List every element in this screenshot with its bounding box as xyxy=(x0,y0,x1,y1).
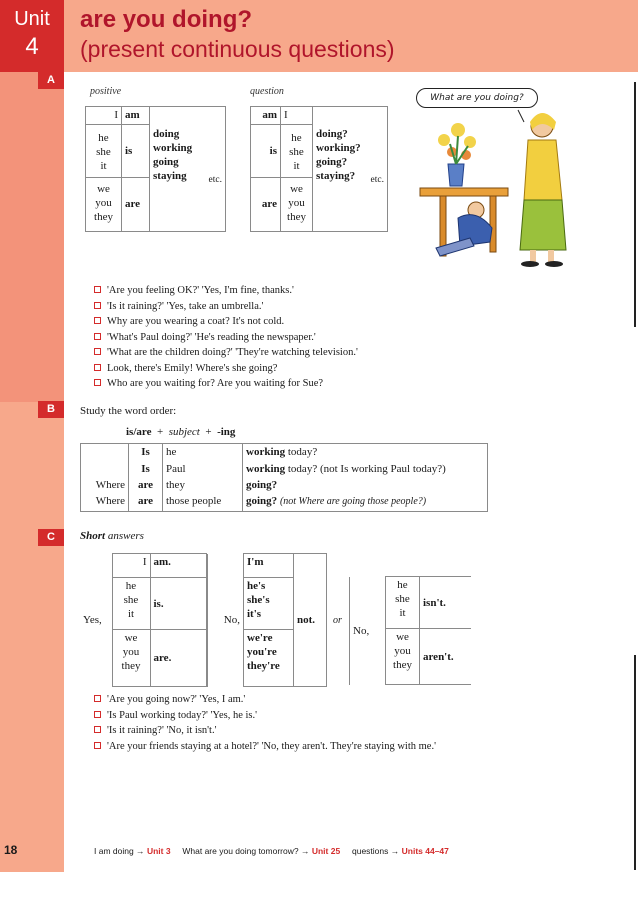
contraction-cell: he's she's it's xyxy=(244,578,294,630)
example-text: 'Are your friends staying at a hotel?' 'No, they aren't. They're staying with me.' xyxy=(107,740,436,752)
ing-forms: doing? working? going? staying? xyxy=(316,128,361,182)
checkbox-icon xyxy=(94,364,101,371)
positive-table xyxy=(85,106,226,232)
pronoun-cell: he she it xyxy=(112,578,150,630)
ing-cell xyxy=(243,461,488,477)
example-text: Who are you waiting for? Are you waiting for Sue? xyxy=(107,378,324,389)
unit-link[interactable]: Unit 25 xyxy=(311,846,341,856)
page-number: 18 xyxy=(4,843,18,857)
section-b-tab: B xyxy=(38,401,64,418)
ing-form: going? xyxy=(246,478,278,491)
example-text: 'Is it raining?' 'Yes, take an umbrella.' xyxy=(107,300,264,312)
ing-cell xyxy=(150,107,226,232)
formula-part: subject xyxy=(168,426,200,438)
verb-cell: are xyxy=(251,177,281,231)
verb-cell: is. xyxy=(150,578,207,630)
word-order-table xyxy=(80,443,488,512)
pronoun-cell: I xyxy=(112,554,150,578)
verb-cell: Is xyxy=(129,444,163,461)
heading-part: Short xyxy=(80,530,106,542)
no-label: No, xyxy=(208,554,244,687)
checkbox-icon xyxy=(94,726,101,733)
illustration xyxy=(410,100,580,270)
checkbox-icon xyxy=(94,711,101,718)
yes-label: Yes, xyxy=(80,554,112,687)
unit-badge xyxy=(0,0,64,72)
pronoun-cell: he she it xyxy=(386,577,420,629)
formula-part: + xyxy=(156,426,164,438)
pronoun-cell: I xyxy=(86,107,122,125)
checkbox-icon xyxy=(94,333,101,340)
contraction-cell: I'm xyxy=(244,554,294,578)
list-item xyxy=(94,314,358,330)
verb-cell: are xyxy=(129,493,163,511)
formula-part: + xyxy=(205,426,212,438)
short-answers-no-table xyxy=(207,553,327,687)
checkbox-icon xyxy=(94,348,101,355)
example-text: 'Is Paul working today?' 'Yes, he is.' xyxy=(107,709,257,721)
verb-cell: am. xyxy=(150,554,207,578)
checkbox-icon xyxy=(94,742,101,749)
ing-cell xyxy=(313,107,388,232)
wh-cell xyxy=(81,444,129,461)
pronoun-cell: we you they xyxy=(386,629,420,685)
contraction-cell: we're you're they're xyxy=(244,630,294,687)
etc-text: etc. xyxy=(370,175,384,185)
ing-cell xyxy=(243,477,488,493)
no-label: No, xyxy=(350,577,386,685)
ing-form: working xyxy=(246,462,286,475)
pronoun-cell: he she it xyxy=(86,125,122,177)
example-text: Why are you wearing a coat? It's not cold. xyxy=(107,316,285,327)
word-order-formula xyxy=(126,425,235,440)
right-margin-rule xyxy=(634,82,636,327)
pronoun-cell: I xyxy=(281,107,313,125)
verb-cell: are xyxy=(129,477,163,493)
footer-text: What are you doing tomorrow? → xyxy=(182,846,310,856)
or-text: or xyxy=(333,615,342,626)
ing-cell xyxy=(243,444,488,461)
unit-label: Unit xyxy=(14,8,50,30)
etc-text: etc. xyxy=(208,175,222,185)
unit-link[interactable]: Units 44–47 xyxy=(401,846,449,856)
section-c-examples xyxy=(94,692,436,754)
list-item xyxy=(94,723,436,739)
rest-text: (not Where are going those people?) xyxy=(279,496,427,508)
example-text: 'Is it raining?' 'No, it isn't.' xyxy=(107,725,217,736)
section-a-examples xyxy=(94,283,358,392)
page-subtitle: (present continuous questions) xyxy=(80,36,395,62)
footer-text: questions → xyxy=(352,846,400,856)
example-text: 'What are the children doing?' 'They're watching television.' xyxy=(107,347,358,358)
pronoun-cell: we you they xyxy=(281,177,313,231)
list-item xyxy=(94,692,436,708)
unit-number: 4 xyxy=(25,33,39,60)
rest-text: today? (not Is working Paul today?) xyxy=(287,462,446,475)
checkbox-icon xyxy=(94,302,101,309)
section-b-intro: Study the word order: xyxy=(80,405,177,417)
subject-cell: those people xyxy=(163,493,243,511)
verb-cell: are. xyxy=(150,630,207,687)
checkbox-icon xyxy=(94,286,101,293)
wh-cell xyxy=(81,461,129,477)
question-label: question xyxy=(250,86,284,97)
example-text: 'Are you feeling OK?' 'Yes, I'm fine, thanks.' xyxy=(107,285,294,296)
cross-references xyxy=(94,846,449,856)
ing-form: working xyxy=(246,446,286,458)
example-text: Look, there's Emily! Where's she going? xyxy=(107,362,278,374)
verb-cell: are xyxy=(122,177,150,231)
section-c-tab: C xyxy=(38,529,64,546)
subject-cell: they xyxy=(163,477,243,493)
list-item xyxy=(94,283,358,299)
verb-cell: am xyxy=(251,107,281,125)
list-item xyxy=(94,299,358,315)
verb-cell: is xyxy=(122,125,150,177)
ing-form: going? xyxy=(246,495,278,508)
unit-link[interactable]: Unit 3 xyxy=(146,846,171,856)
footer-text: I am doing → xyxy=(94,846,145,856)
ing-forms: doing working going staying xyxy=(153,128,193,182)
verb-cell: Is xyxy=(129,461,163,477)
pronoun-cell: we you they xyxy=(86,177,122,231)
rest-text: today? xyxy=(287,446,318,458)
example-text: 'Are you going now?' 'Yes, I am.' xyxy=(107,694,246,705)
section-a-tab: A xyxy=(38,72,64,89)
verb-cell: is xyxy=(251,125,281,177)
verb-cell: aren't. xyxy=(420,629,472,685)
heading-part: answers xyxy=(107,530,144,542)
list-item xyxy=(94,376,358,392)
formula-part: -ing xyxy=(217,426,236,438)
list-item xyxy=(94,739,436,755)
subject-cell: Paul xyxy=(163,461,243,477)
subject-cell: he xyxy=(163,444,243,461)
ing-cell xyxy=(243,493,488,511)
page-title: are you doing? xyxy=(80,6,253,33)
list-item xyxy=(94,330,358,346)
short-answers-no2-table xyxy=(349,576,471,685)
right-margin-rule xyxy=(634,655,636,870)
list-item xyxy=(94,361,358,377)
checkbox-icon xyxy=(94,317,101,324)
list-item xyxy=(94,345,358,361)
positive-label: positive xyxy=(90,86,122,97)
wh-cell: Where xyxy=(81,493,129,511)
list-item xyxy=(94,708,436,724)
example-text: 'What's Paul doing?' 'He's reading the newspaper.' xyxy=(107,331,316,343)
wh-cell: Where xyxy=(81,477,129,493)
not-cell: not. xyxy=(294,554,327,687)
speech-bubble: What are you doing? xyxy=(416,88,538,108)
verb-cell: isn't. xyxy=(420,577,472,629)
verb-cell: am xyxy=(122,107,150,125)
section-c-heading xyxy=(80,529,144,544)
question-table xyxy=(250,106,388,232)
checkbox-icon xyxy=(94,379,101,386)
pronoun-cell: he she it xyxy=(281,125,313,177)
formula-part: is/are xyxy=(126,426,152,438)
checkbox-icon xyxy=(94,695,101,702)
side-strip-highlight xyxy=(0,72,64,402)
pronoun-cell: we you they xyxy=(112,630,150,687)
short-answers-yes-table xyxy=(80,553,207,687)
